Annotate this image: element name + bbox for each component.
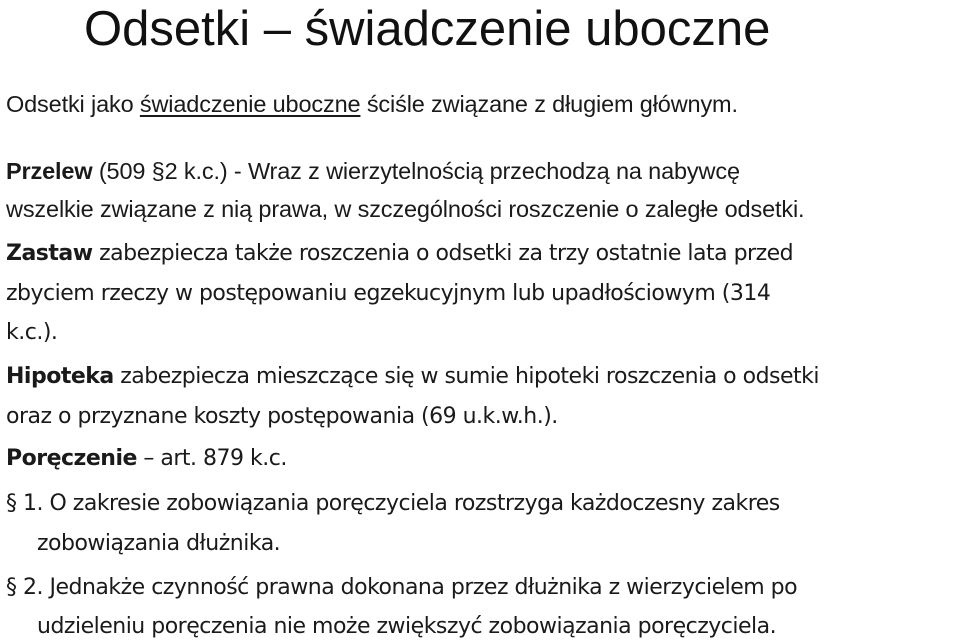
intro-text-after: ściśle związane z długiem głównym.: [360, 91, 738, 117]
hipoteka-term: Hipoteka: [6, 364, 114, 389]
przelew-term: Przelew: [6, 158, 93, 184]
przelew-line-1: [6, 158, 740, 185]
poreczenie-rest: – art. 879 k.c.: [136, 446, 287, 471]
poreczenie-term: Poręczenie: [6, 446, 137, 471]
zastaw-term: Zastaw: [6, 241, 93, 266]
hipoteka-line-1: [6, 364, 819, 389]
zastaw-line-1-rest: zabezpiecza także roszczenia o odsetki za trzy ostatnie lata przed: [92, 241, 794, 266]
hipoteka-line-1-rest: zabezpiecza mieszczące się w sumie hipoteki roszczenia o odsetki: [113, 364, 820, 389]
zastaw-line-2: zbyciem rzeczy w postępowaniu egzekucyjnym lub upadłościowym (314: [6, 281, 771, 306]
poreczenie-paragraph-1-line-2: zobowiązania dłużnika.: [37, 531, 281, 556]
przelew-line-2: wszelkie związane z nią prawa, w szczególności roszczenie o zaległe odsetki.: [6, 196, 805, 222]
hipoteka-line-2: oraz o przyznane koszty postępowania (69 u.k.w.h.).: [6, 404, 558, 429]
poreczenie-paragraph-1-line-1: § 1. O zakresie zobowiązania poręczyciela rozstrzyga każdoczesny zakres: [6, 491, 780, 516]
intro-text-before: Odsetki jako: [6, 91, 140, 117]
przelew-line-1-rest: (509 §2 k.c.) - Wraz z wierzytelnością przechodzą na nabywcę: [92, 158, 740, 184]
zastaw-line-3: k.c.).: [6, 320, 58, 345]
intro-line: [6, 91, 738, 118]
zastaw-line-1: [6, 241, 793, 266]
intro-underlined-term: świadczenie uboczne: [139, 91, 361, 117]
poreczenie-paragraph-2-line-1: § 2. Jednakże czynność prawna dokonana przez dłużnika z wierzycielem po: [6, 575, 798, 600]
slide-title: Odsetki – świadczenie uboczne: [84, 2, 771, 56]
poreczenie-paragraph-2-line-2: udzieleniu poręczenia nie może zwiększyć zobowiązania poręczyciela.: [37, 614, 777, 639]
poreczenie-line: [6, 446, 287, 471]
